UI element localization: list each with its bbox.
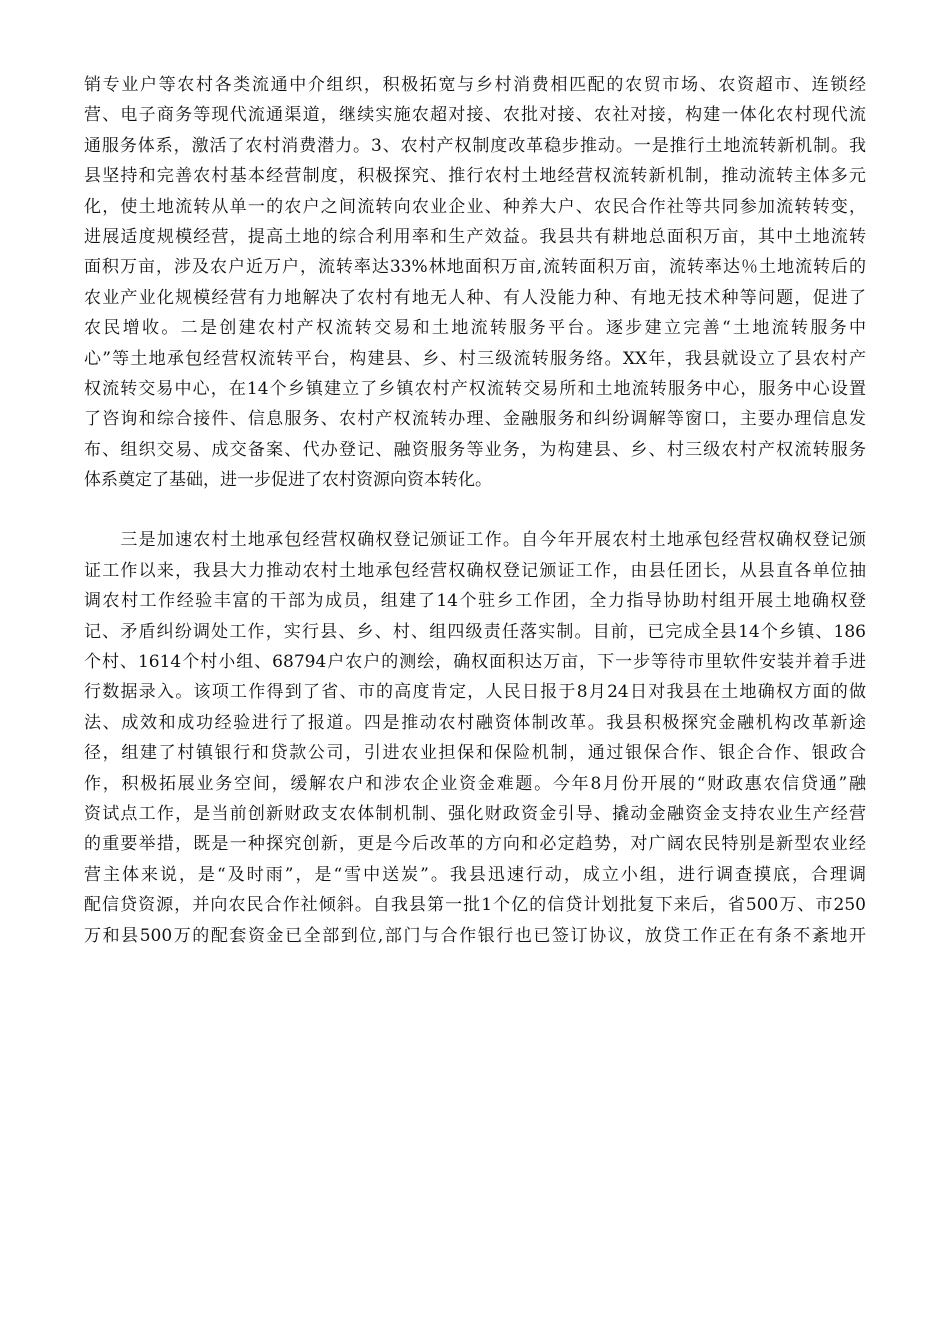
text-line: 资试点工作，是当前创新财政支农体制机制、强化财政资金引导、撬动金融资金支持农业生产经营 [84,803,866,824]
text-line: 农民增收。二是创建农村产权流转交易和土地流转服务平台。逐步建立完善“土地流转服务中 [84,318,866,339]
text-line: 配信贷资源，并向农民合作社倾斜。自我县第一批1个亿的信贷计划批复下来后，省500万、市250 [84,895,866,916]
text-line: 记、矛盾纠纷调处工作，实行县、乡、村、组四级责任落实制。目前，已完成全县14个乡镇、186 [84,621,866,642]
text-line: 个村、1614个村小组、68794户农户的测绘，确权面积达万亩，下一步等待市里软件安装并着手进 [84,652,866,673]
text-line: 化，使土地流转从单一的农户之间流转向农业企业、种养大户、农民合作社等共同参加流转转变， [84,196,866,217]
text-line: 面积万亩，涉及农户近万户，流转率达33%林地面积万亩,流转面积万亩，流转率达％土地流转后的 [84,257,866,278]
text-line: 销专业户等农村各类流通中介组织，积极拓宽与乡村消费相匹配的农贸市场、农资超市、连锁经 [84,75,866,95]
text-line: 营主体来说，是“及时雨”，是“雪中送炭”。我县迅速行动，成立小组，进行调查摸底，合理调 [84,864,866,885]
text-line: 证工作以来，我县大力推动农村土地承包经营权确权登记颁证工作，由县任团长，从县直各单位抽 [84,560,866,581]
text-line: 径，组建了村镇银行和贷款公司，引进农业担保和保险机制，通过银保合作、银企合作、银政合 [84,743,866,764]
text-line: 万和县500万的配套资金已全部到位,部门与合作银行也已签订协议，放贷工作正在有条不紊地开 [84,925,866,946]
text-line: 通服务体系，激活了农村消费潜力。3、农村产权制度改革稳步推动。一是推行土地流转新机制。我 [84,135,866,156]
paragraph-2 [84,525,866,950]
text-line: 作，积极拓展业务空间，缓解农户和涉农企业资金难题。今年8月份开展的“财政惠农信贷通”融 [84,773,866,794]
text-line: 权流转交易中心，在14个乡镇建立了乡镇农村产权流转交易所和土地流转服务中心，服务中心设置 [84,378,866,399]
text-line: 心”等土地承包经营权流转平台，构建县、乡、村三级流转服务络。XX年，我县就设立了县农村产 [84,348,866,369]
text-line: 进展适度规模经营，提高土地的综合利用率和生产效益。我县共有耕地总面积万亩，其中土地流转 [84,226,866,247]
document-page [84,70,866,951]
text-line: 的重要举措，既是一种探究创新，更是今后改革的方向和必定趋势，对广阔农民特别是新型农业经 [84,834,866,855]
paragraph-spacer [84,495,866,525]
text-line: 县坚持和完善农村基本经营制度，积极探究、推行农村土地经营权流转新机制，推动流转主体多元 [84,166,866,187]
text-line: 了咨询和综合接件、信息服务、农村产权流转办理、金融服务和纠纷调解等窗口，主要办理信息发 [84,409,866,430]
text-line: 调农村工作经验丰富的干部为成员，组建了14个驻乡工作团，全力指导协助村组开展土地确权登 [84,591,866,612]
text-line: 法、成效和成功经验进行了报道。四是推动农村融资体制改革。我县积极探究金融机构改革新途 [84,712,866,733]
text-line: 农业产业化规模经营有力地解决了农村有地无人种、有人没能力种、有地无技术种等问题，促进了 [84,287,866,308]
text-line: 行数据录入。该项工作得到了省、市的高度肯定，人民日报于8月24日对我县在土地确权方面的做 [84,682,866,703]
paragraph-1 [84,70,866,495]
text-line: 体系奠定了基础，进一步促进了农村资源向资本转化。 [84,470,492,491]
text-line: 营、电子商务等现代流通渠道，继续实施农超对接、农批对接、农社对接，构建一体化农村现代流 [84,105,866,126]
text-line: 布、组织交易、成交备案、代办登记、融资服务等业务，为构建县、乡、村三级农村产权流转服务 [84,439,866,460]
text-line: 三是加速农村土地承包经营权确权登记颁证工作。自今年开展农村土地承包经营权确权登记颁 [84,530,866,551]
